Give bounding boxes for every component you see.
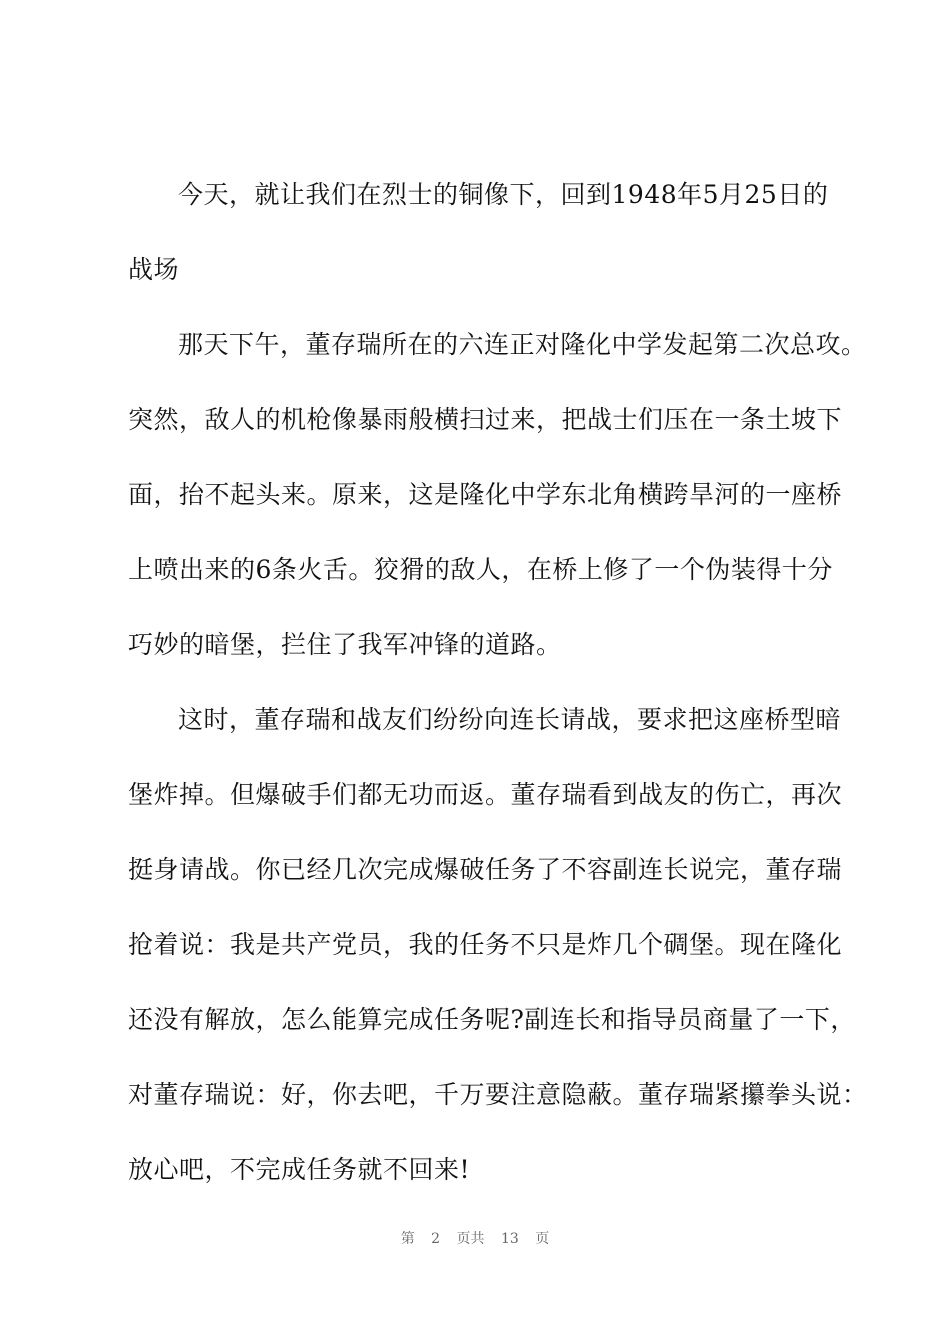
paragraph-1-line-1: 今天，就让我们在烈士的铜像下，回到1948年5月25日的 [178, 180, 829, 209]
footer-middle: 页共 [456, 1231, 485, 1247]
paragraph-2-line-4: 上喷出来的6条火舌。狡猾的敌人，在桥上修了一个伪装得十分 [128, 555, 833, 584]
paragraph-2-line-2: 突然，敌人的机枪像暴雨般横扫过来，把战士们压在一条土坡下 [128, 405, 843, 434]
paragraph-3-line-7: 放心吧，不完成任务就不回来! [128, 1155, 471, 1184]
page-footer [0, 1228, 950, 1248]
paragraph-3-line-4: 抢着说：我是共产党员，我的任务不只是炸几个碉堡。现在隆化 [128, 930, 843, 959]
paragraph-2-line-5: 巧妙的暗堡，拦住了我军冲锋的道路。 [128, 630, 562, 659]
paragraph-3-line-1: 这时，董存瑞和战友们纷纷向连长请战，要求把这座桥型暗 [178, 705, 842, 734]
paragraph-3-line-5: 还没有解放，怎么能算完成任务呢?副连长和指导员商量了一下， [128, 1005, 856, 1034]
paragraph-2-line-1: 那天下午，董存瑞所在的六连正对隆化中学发起第二次总攻。 [178, 330, 867, 359]
footer-suffix: 页 [535, 1231, 550, 1247]
footer-total-pages: 13 [501, 1231, 519, 1247]
paragraph-2-line-3: 面，抬不起头来。原来，这是隆化中学东北角横跨旱河的一座桥 [128, 480, 843, 509]
paragraph-1-line-2: 战场 [128, 255, 180, 284]
paragraph-3-line-3: 挺身请战。你已经几次完成爆破任务了不容副连长说完，董存瑞 [128, 855, 843, 884]
footer-page-number: 2 [431, 1231, 441, 1247]
footer-prefix: 第 [400, 1231, 415, 1247]
paragraph-3-line-6: 对董存瑞说：好，你去吧，千万要注意隐蔽。董存瑞紧攥拳头说： [128, 1080, 868, 1109]
paragraph-3-line-2: 堡炸掉。但爆破手们都无功而返。董存瑞看到战友的伤亡，再次 [128, 780, 843, 809]
